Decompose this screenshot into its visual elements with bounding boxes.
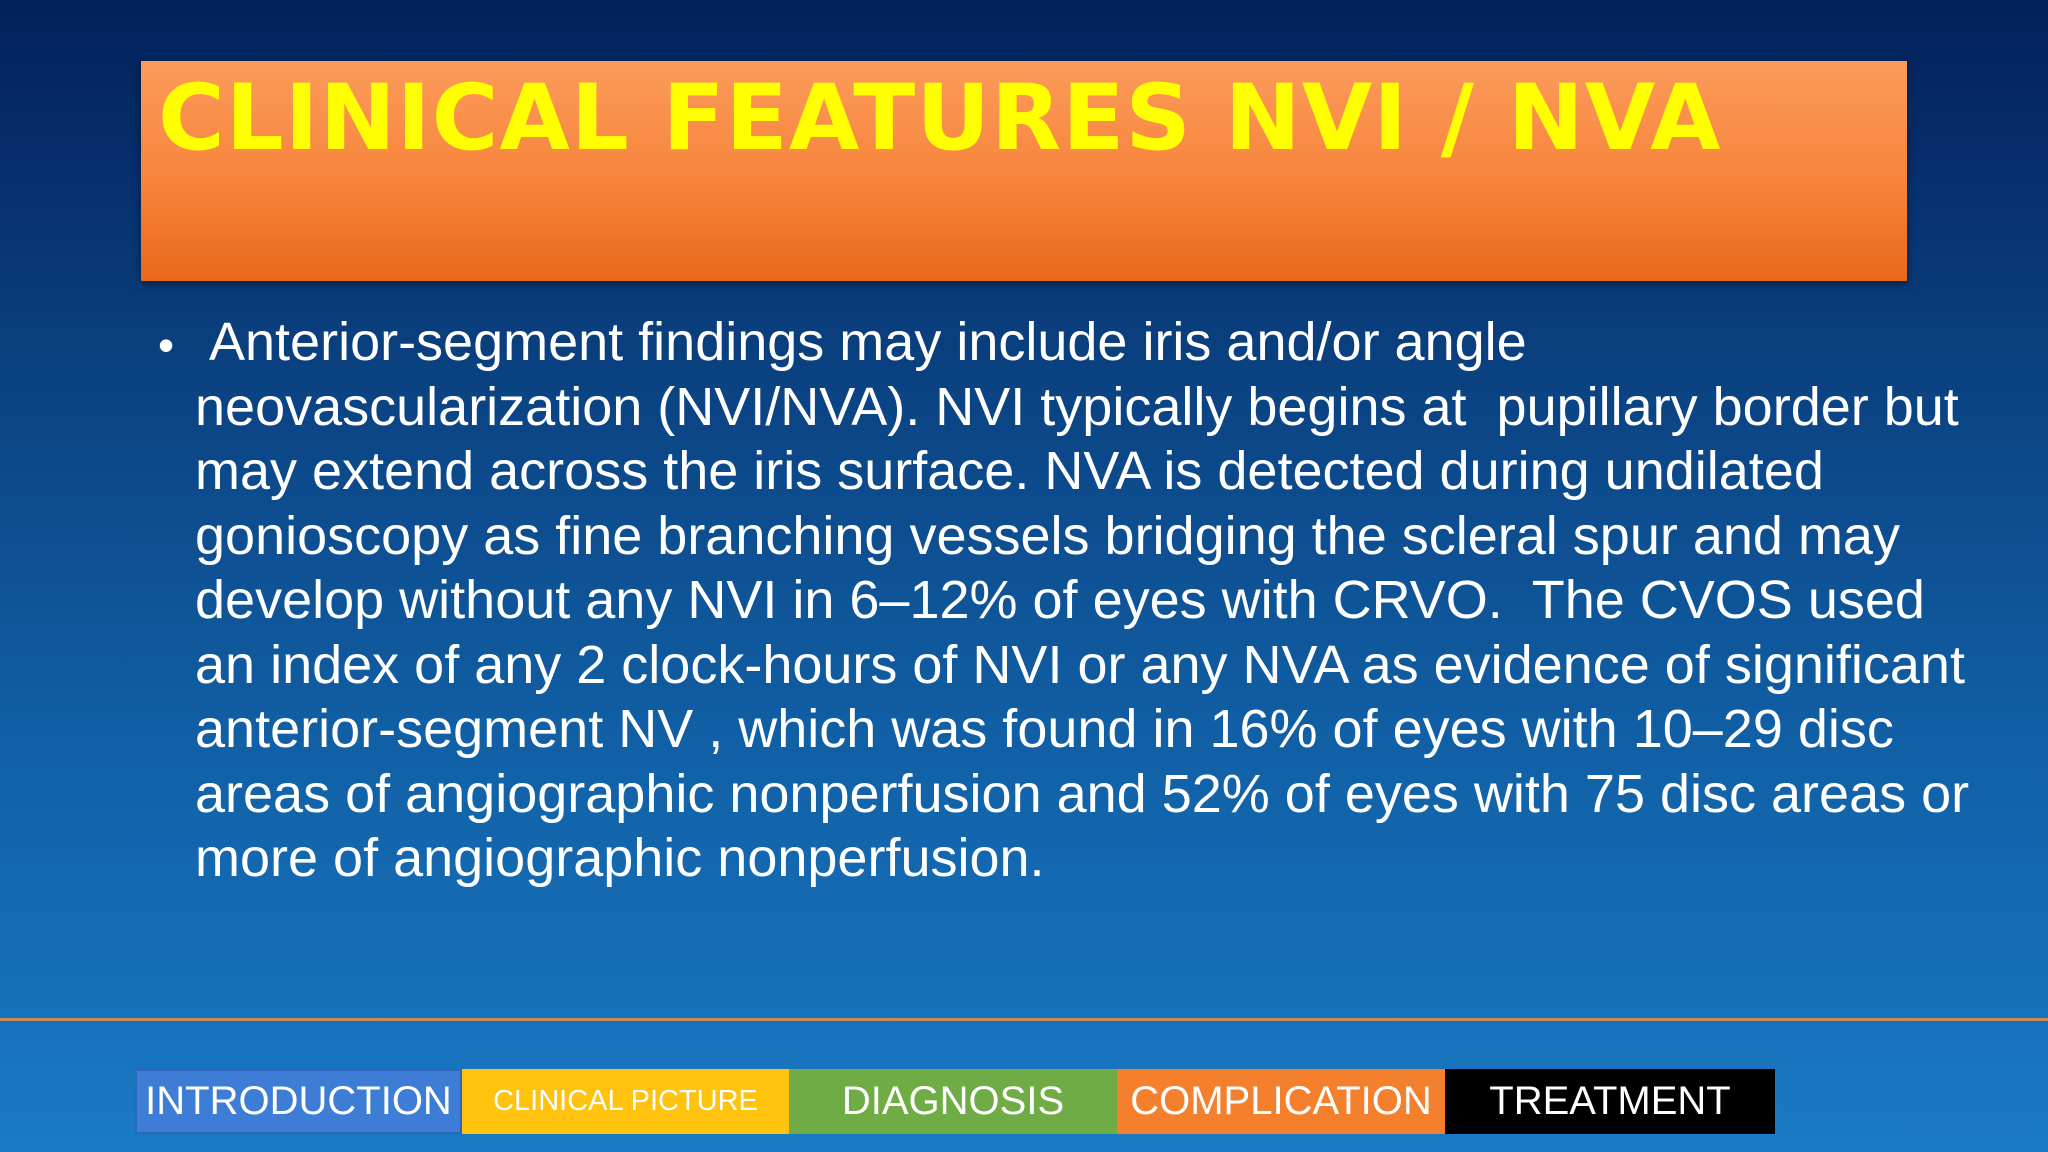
slide-title: CLINICAL FEATURES NVI / NVA [158, 66, 1722, 171]
nav-diagnosis-button[interactable]: DIAGNOSIS [789, 1069, 1117, 1134]
nav-treatment-button[interactable]: TREATMENT [1445, 1069, 1775, 1134]
footer-divider [0, 1018, 2048, 1021]
section-nav-bar [135, 1069, 1775, 1134]
nav-clinical-picture-button[interactable]: CLINICAL PICTURE [462, 1069, 789, 1134]
body-paragraph: Anterior-segment findings may include iris and/or angle neovascularization (NVI/NVA). NVI typically begins at pupillary border but may extend across the iris surface. NVA is detected during undilated gonioscopy as fine branching vessels bridging the scleral spur and may develop without any NVI in 6–12% of eyes with CRVO. The CVOS used an index of any 2 clock-hours of NVI or any NVA as evidence of significant anterior-segment NV , which was found in 16% of eyes with 10–29 disc areas of angiographic nonperfusion and 52% of eyes with 75 disc areas or more of angiographic nonperfusion. [195, 312, 1995, 888]
nav-complication-button[interactable]: COMPLICATION [1117, 1069, 1445, 1134]
bullet-icon: • [158, 319, 175, 371]
title-banner [141, 61, 1907, 281]
nav-introduction-button[interactable]: INTRODUCTION [135, 1069, 462, 1134]
